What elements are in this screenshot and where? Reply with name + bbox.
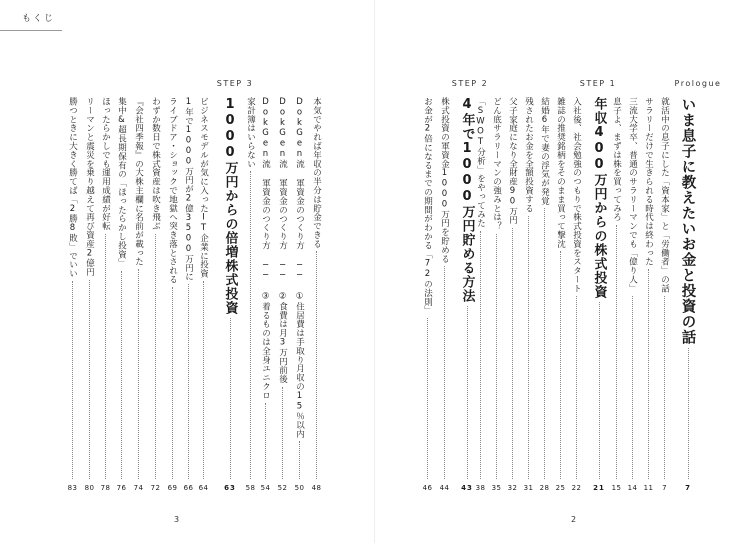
toc-entry[interactable]	[555, 97, 566, 492]
toc-entry[interactable]	[67, 97, 78, 492]
entry-page: 35	[491, 484, 502, 492]
entry-text: サラリーだけで生きられる時代は終わった	[643, 97, 654, 267]
entry-text: ライブドア・ショックで地獄へ突き落とされる	[167, 97, 178, 284]
toc-header-label: もくじ	[22, 14, 56, 24]
toc-entry[interactable]	[311, 97, 322, 492]
page-number-left: 3	[174, 515, 180, 524]
leader-dots	[105, 234, 106, 480]
toc-entry[interactable]	[183, 97, 194, 492]
entry-page: 72	[150, 484, 161, 492]
leader-dots	[544, 208, 545, 479]
leader-dots	[599, 302, 600, 479]
toc-entry[interactable]	[116, 97, 127, 492]
leader-dots	[72, 281, 73, 479]
title-text: 1000万円からの倍増株式投資	[222, 97, 238, 315]
entry-page: 28	[539, 484, 550, 492]
title-text: いま息子に教えたいお金と投資の話	[679, 97, 696, 345]
entry-page: 32	[507, 484, 518, 492]
entry-page: 50	[294, 484, 305, 492]
leader-dots	[648, 269, 649, 479]
leader-dots	[480, 231, 481, 479]
toc-entry[interactable]	[422, 97, 433, 492]
entry-text: 息子よ、まずは株を買ってみろ	[611, 97, 622, 222]
entry-text: 残されたお金を全額投資する	[523, 97, 534, 213]
leader-dots	[188, 284, 189, 479]
entry-page: 66	[183, 484, 194, 492]
entry-text: 三流大学卒、普通のサラリーマンでも「億り人」	[627, 97, 638, 293]
leader-dots	[688, 348, 689, 479]
leader-dots	[496, 234, 497, 480]
leader-dots	[444, 266, 445, 479]
entry-page: 64	[198, 484, 209, 492]
toc-entry[interactable]	[198, 97, 209, 492]
leader-dots	[576, 296, 577, 479]
entry-text: 父子家庭になり全財産90万円	[507, 97, 518, 225]
toc-entry[interactable]	[133, 97, 144, 492]
page-number-right: 2	[571, 515, 577, 524]
step1-title[interactable]	[591, 97, 607, 492]
leader-dots	[632, 296, 633, 479]
entry-text: DokGen流 軍資金のつくり方 ── ②食費は月3万円前後	[277, 97, 288, 384]
title-page: 7	[685, 484, 691, 492]
entry-page: 78	[100, 484, 111, 492]
entry-text: ビジネスモデルが気に入ったIT企業に投資	[198, 97, 209, 278]
entry-text: 雑誌の推奨銘柄をそのまま買って撃沈	[555, 97, 566, 249]
entry-page: 25	[555, 484, 566, 492]
leader-dots	[528, 216, 529, 479]
toc-entry[interactable]	[611, 97, 622, 492]
leader-dots	[121, 271, 122, 479]
toc-entry[interactable]	[260, 97, 271, 492]
entry-text: わずか数日で株式資産は吹き飛ぶ	[150, 97, 161, 231]
leader-dots	[230, 318, 231, 479]
entry-text: 『会社四季報』の大株主欄に名前が載った	[133, 97, 144, 267]
toc-entry[interactable]	[439, 97, 450, 492]
toc-entry[interactable]	[150, 97, 161, 492]
toc-entry[interactable]	[100, 97, 111, 492]
entry-page: 38	[475, 484, 486, 492]
entry-text: お金が2倍になるまでの期間がわかる「72の法則」	[422, 97, 433, 316]
leader-dots	[512, 228, 513, 479]
title-text: 年収400万円からの株式投資	[591, 97, 607, 299]
entry-text: 株式投資の軍資金1000万円を貯める	[439, 97, 450, 264]
prologue-label: Prologue	[674, 79, 722, 88]
entry-text: DokGen流 軍資金のつくり方 ── ①住居費は手取り月収の15％以内	[294, 97, 305, 439]
entry-page: 58	[245, 484, 256, 492]
entry-page: 22	[571, 484, 582, 492]
leader-dots	[467, 306, 468, 479]
step2-label: STEP 2	[451, 79, 489, 88]
entry-text: 家計簿はいらない	[245, 97, 256, 169]
step3-title[interactable]	[222, 97, 238, 492]
title-page: 63	[224, 484, 236, 492]
leader-dots	[427, 318, 428, 479]
leader-dots	[203, 281, 204, 479]
leader-dots	[250, 171, 251, 479]
toc-entry[interactable]	[277, 97, 288, 492]
leader-dots	[299, 441, 300, 479]
entry-text: 入社後、社会勉強のつもりで株式投資をスタート	[571, 97, 582, 293]
entry-page: 31	[523, 484, 534, 492]
step3-label: STEP 3	[216, 79, 254, 88]
entry-page: 83	[67, 484, 78, 492]
leader-dots	[138, 269, 139, 479]
right-page	[375, 0, 750, 543]
entry-page: 80	[84, 484, 95, 492]
entry-text: ほったらかしでも運用成績が好転	[100, 97, 111, 231]
entry-page: 14	[627, 484, 638, 492]
entry-page: 7	[662, 484, 667, 492]
step2-title[interactable]	[459, 97, 475, 492]
entry-text: どん底サラリーマンの強みとは？	[491, 97, 502, 231]
title-page: 43	[461, 484, 473, 492]
toc-entry[interactable]	[571, 97, 582, 492]
entry-text: 「SWOT分析」をやってみた	[475, 97, 486, 228]
entry-text: DokGen流 軍資金のつくり方 ── ③着るものは全身ユニクロ	[260, 97, 271, 400]
toc-entry[interactable]	[643, 97, 654, 492]
entry-page: 52	[277, 484, 288, 492]
toc-entry[interactable]	[539, 97, 550, 492]
leader-dots	[265, 403, 266, 479]
toc-entry[interactable]	[627, 97, 638, 492]
entry-text: 本気でやれば年収の半分は貯金できる	[311, 97, 322, 249]
entry-text: 結婚6年で妻の浮気が発覚	[539, 97, 550, 206]
title-page: 21	[593, 484, 605, 492]
leader-dots	[316, 251, 317, 479]
entry-page: 44	[439, 484, 450, 492]
leader-dots	[172, 287, 173, 479]
toc-entry[interactable]	[475, 97, 486, 492]
leader-dots	[282, 387, 283, 480]
entry-page: 74	[133, 484, 144, 492]
entry-text: 勝つときに大きく勝てば「2勝8敗」でいい	[67, 97, 78, 278]
toc-entry[interactable]	[523, 97, 534, 492]
header-rule	[0, 30, 62, 31]
step1-label: STEP 1	[579, 79, 617, 88]
leader-dots	[155, 234, 156, 480]
entry-text: 集中&超長期保有の「ほったらかし投資」	[116, 97, 127, 268]
leader-dots	[560, 251, 561, 479]
entry-page: 46	[422, 484, 433, 492]
entry-page: 76	[116, 484, 127, 492]
entry-page: 69	[167, 484, 178, 492]
entry-page: 54	[260, 484, 271, 492]
prologue-title[interactable]	[679, 97, 697, 492]
entry-text: 1年で1000万円が2億3500万円に	[183, 97, 194, 282]
toc-entry[interactable]	[491, 97, 502, 492]
toc-entry[interactable]	[294, 97, 305, 492]
entry-text: リーマンと震災を乗り越えて再び資産2億円	[84, 97, 95, 277]
toc-entry[interactable]	[507, 97, 518, 492]
leader-dots	[89, 280, 90, 480]
toc-entry[interactable]	[659, 97, 670, 492]
toc-entry[interactable]	[245, 97, 256, 492]
toc-entry[interactable]	[84, 97, 95, 492]
entry-text: 就活中の息子にした「資本家」と「労働者」の話	[659, 97, 670, 293]
leader-dots	[664, 296, 665, 479]
entry-page: 48	[311, 484, 322, 492]
entry-page: 11	[643, 484, 654, 492]
entry-page: 15	[611, 484, 622, 492]
toc-entry[interactable]	[167, 97, 178, 492]
leader-dots	[616, 225, 617, 479]
title-text: 4年で1000万円貯める方法	[459, 97, 475, 303]
